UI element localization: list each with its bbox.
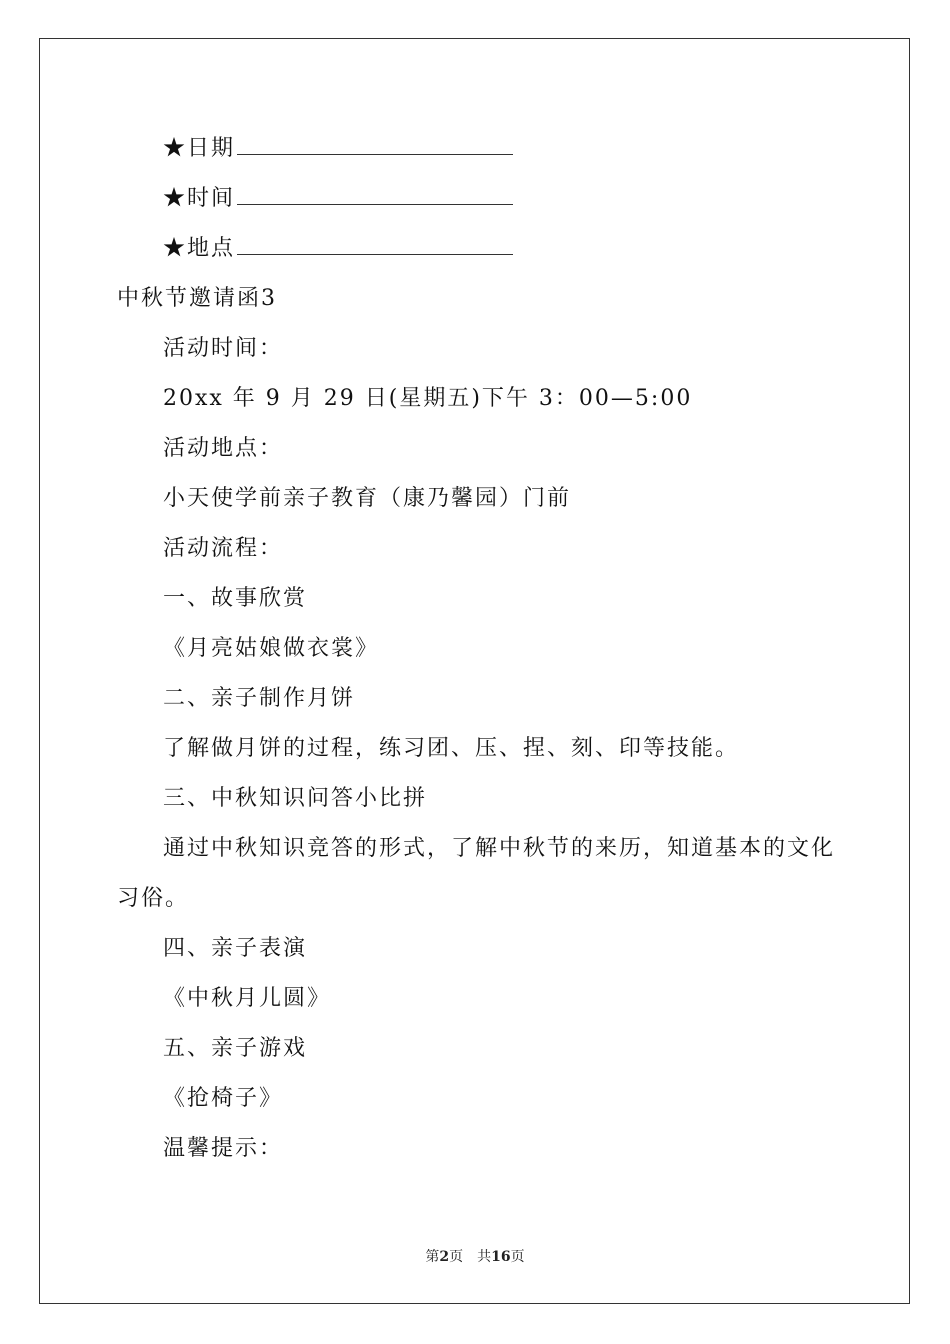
activity-place-label: 活动地点： bbox=[163, 436, 284, 461]
date-label: ★日期 bbox=[163, 136, 236, 161]
time-field bbox=[163, 184, 513, 214]
place-label: ★地点 bbox=[163, 236, 236, 261]
step2-title: 二、亲子制作月饼 bbox=[163, 686, 356, 711]
step3-title: 三、中秋知识问答小比拼 bbox=[163, 786, 428, 811]
place-blank-line bbox=[237, 236, 513, 255]
total-suffix: 页 bbox=[510, 1249, 525, 1265]
step3-detail-line2: 习俗。 bbox=[117, 886, 190, 911]
activity-place-value: 小天使学前亲子教育（康乃馨园）门前 bbox=[163, 486, 572, 511]
tips-label: 温馨提示： bbox=[163, 1136, 284, 1161]
step1-detail: 《月亮姑娘做衣裳》 bbox=[163, 636, 380, 661]
activity-time-label: 活动时间： bbox=[163, 336, 284, 361]
step5-detail: 《抢椅子》 bbox=[163, 1086, 284, 1111]
activity-flow-label: 活动流程： bbox=[163, 536, 284, 561]
page-footer bbox=[0, 1247, 950, 1267]
step5-title: 五、亲子游戏 bbox=[163, 1036, 308, 1061]
page-suffix: 页 bbox=[449, 1249, 464, 1265]
step3-detail-line1: 通过中秋知识竞答的形式，了解中秋节的来历，知道基本的文化 bbox=[163, 836, 836, 861]
current-page-number: 2 bbox=[439, 1249, 450, 1265]
date-field bbox=[163, 134, 513, 164]
time-label: ★时间 bbox=[163, 186, 236, 211]
step4-title: 四、亲子表演 bbox=[163, 936, 308, 961]
invitation-heading: 中秋节邀请函3 bbox=[117, 286, 277, 311]
step2-detail: 了解做月饼的过程，练习团、压、捏、刻、印等技能。 bbox=[163, 736, 740, 761]
step1-title: 一、故事欣赏 bbox=[163, 586, 308, 611]
step4-detail: 《中秋月儿圆》 bbox=[163, 986, 332, 1011]
page-prefix: 第 bbox=[425, 1249, 440, 1265]
total-prefix: 共 bbox=[477, 1249, 492, 1265]
date-blank-line bbox=[237, 136, 513, 155]
place-field bbox=[163, 234, 513, 264]
total-pages-number: 16 bbox=[491, 1249, 511, 1265]
activity-time-value: 20xx 年 9 月 29 日(星期五)下午 3：00—5:00 bbox=[163, 386, 693, 411]
time-blank-line bbox=[237, 186, 513, 205]
page-border bbox=[39, 38, 910, 1304]
